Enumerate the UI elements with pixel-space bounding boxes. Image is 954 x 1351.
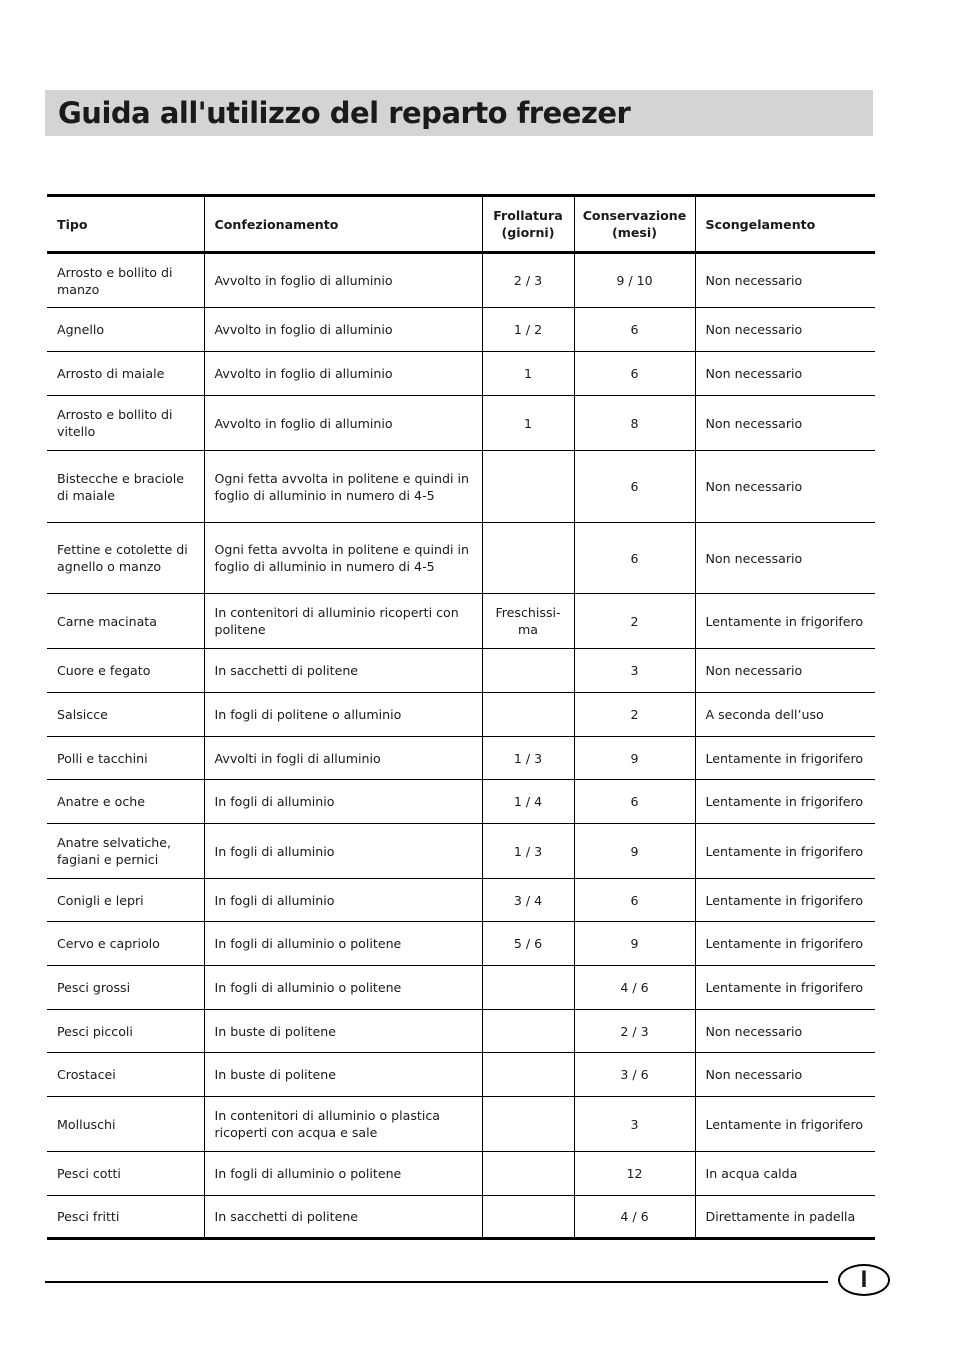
table-row — [47, 649, 875, 693]
cell-confezionamento: In contenitori di alluminio ricoperti con politene — [204, 594, 482, 649]
cell-confezionamento: Ogni fetta avvolta in politene e quindi in foglio di alluminio in numero di 4-5 — [204, 523, 482, 594]
cell-frollatura — [482, 1097, 574, 1152]
cell-confezionamento: In fogli di alluminio o politene — [204, 966, 482, 1010]
cell-confezionamento: Avvolto in foglio di alluminio — [204, 253, 482, 308]
cell-confezionamento: In contenitori di alluminio o plastica ricoperti con acqua e sale — [204, 1097, 482, 1152]
page-title: Guida all'utilizzo del reparto freezer — [58, 96, 631, 130]
cell-frollatura — [482, 966, 574, 1010]
cell-conservazione: 2 — [574, 594, 695, 649]
cell-tipo: Molluschi — [47, 1097, 204, 1152]
cell-tipo: Salsicce — [47, 693, 204, 737]
cell-confezionamento: In fogli di politene o alluminio — [204, 693, 482, 737]
table-row — [47, 1097, 875, 1152]
cell-confezionamento: Ogni fetta avvolta in politene e quindi in foglio di alluminio in numero di 4-5 — [204, 451, 482, 523]
cell-confezionamento: In fogli di alluminio o politene — [204, 1152, 482, 1196]
table-row — [47, 523, 875, 594]
cell-confezionamento: In fogli di alluminio — [204, 824, 482, 879]
cell-confezionamento: Avvolto in foglio di alluminio — [204, 396, 482, 451]
table-row — [47, 308, 875, 352]
table-body — [47, 253, 875, 1239]
cell-scongelamento: Non necessario — [695, 649, 875, 693]
cell-frollatura: 1 / 3 — [482, 737, 574, 780]
cell-frollatura: 5 / 6 — [482, 922, 574, 966]
cell-confezionamento: Avvolti in fogli di alluminio — [204, 737, 482, 780]
cell-scongelamento: Non necessario — [695, 1053, 875, 1097]
cell-scongelamento: Lentamente in frigorifero — [695, 737, 875, 780]
cell-confezionamento: In buste di politene — [204, 1053, 482, 1097]
cell-frollatura — [482, 649, 574, 693]
freezer-guide-table — [47, 194, 875, 1240]
cell-conservazione: 12 — [574, 1152, 695, 1196]
cell-frollatura — [482, 1053, 574, 1097]
cell-tipo: Bistecche e braciole di maiale — [47, 451, 204, 523]
title-bar — [45, 90, 873, 136]
cell-confezionamento: In fogli di alluminio — [204, 780, 482, 824]
cell-frollatura — [482, 523, 574, 594]
cell-frollatura: 1 — [482, 396, 574, 451]
footer-rule — [45, 1281, 828, 1283]
table-row — [47, 396, 875, 451]
cell-tipo: Pesci grossi — [47, 966, 204, 1010]
header-tipo: Tipo — [47, 196, 204, 253]
header-conservazione: Conservazione (mesi) — [574, 196, 695, 253]
cell-confezionamento: In sacchetti di politene — [204, 1196, 482, 1239]
cell-scongelamento: Non necessario — [695, 352, 875, 396]
cell-tipo: Anatre selvatiche, fagiani e pernici — [47, 824, 204, 879]
cell-conservazione: 4 / 6 — [574, 966, 695, 1010]
table-row — [47, 693, 875, 737]
cell-tipo: Cervo e capriolo — [47, 922, 204, 966]
cell-frollatura — [482, 693, 574, 737]
cell-conservazione: 6 — [574, 352, 695, 396]
table-row — [47, 594, 875, 649]
cell-scongelamento: Direttamente in padella — [705, 1209, 856, 1224]
cell-confezionamento: In fogli di alluminio o politene — [204, 922, 482, 966]
cell-conservazione: 4 / 6 — [574, 1196, 695, 1239]
cell-tipo: Polli e tacchini — [47, 737, 204, 780]
table-row — [47, 824, 875, 879]
cell-conservazione: 8 — [574, 396, 695, 451]
cell-tipo: Cuore e fegato — [47, 649, 204, 693]
cell-frollatura: 1 / 3 — [482, 824, 574, 879]
table-row — [47, 922, 875, 966]
cell-confezionamento: In fogli di alluminio — [204, 879, 482, 922]
cell-conservazione: 9 — [574, 737, 695, 780]
cell-conservazione: 6 — [574, 780, 695, 824]
table-row — [47, 352, 875, 396]
cell-tipo: Pesci cotti — [47, 1152, 204, 1196]
cell-frollatura: 1 / 2 — [482, 308, 574, 352]
table-row — [47, 1152, 875, 1196]
cell-frollatura — [482, 1152, 574, 1196]
cell-frollatura — [482, 451, 574, 523]
cell-scongelamento: A seconda dell’uso — [695, 693, 875, 737]
header-frollatura: Frollatura (giorni) — [482, 196, 574, 253]
header-scongelamento: Scongelamento — [695, 196, 875, 253]
cell-confezionamento: In sacchetti di politene — [204, 649, 482, 693]
header-confezionamento: Confezionamento — [204, 196, 482, 253]
cell-tipo: Agnello — [47, 308, 204, 352]
cell-frollatura — [482, 1010, 574, 1053]
cell-frollatura: Freschissi- ma — [482, 594, 574, 649]
cell-tipo: Conigli e lepri — [47, 879, 204, 922]
cell-scongelamento: Lentamente in frigorifero — [695, 824, 875, 879]
cell-scongelamento: Non necessario — [695, 308, 875, 352]
cell-scongelamento: Non necessario — [695, 253, 875, 308]
cell-confezionamento: Avvolto in foglio di alluminio — [204, 352, 482, 396]
cell-frollatura: 3 / 4 — [482, 879, 574, 922]
cell-frollatura: 2 / 3 — [482, 253, 574, 308]
cell-scongelamento: Lentamente in frigorifero — [695, 966, 875, 1010]
cell-conservazione: 9 / 10 — [574, 253, 695, 308]
cell-frollatura: 1 — [482, 352, 574, 396]
table-row — [47, 780, 875, 824]
cell-conservazione: 3 — [574, 1097, 695, 1152]
cell-scongelamento: In acqua calda — [695, 1152, 875, 1196]
cell-conservazione: 6 — [574, 308, 695, 352]
cell-scongelamento: Lentamente in frigorifero — [695, 922, 875, 966]
cell-scongelamento: Non necessario — [695, 396, 875, 451]
cell-frollatura — [482, 1196, 574, 1239]
table-row — [47, 737, 875, 780]
cell-scongelamento: Non necessario — [695, 451, 875, 523]
cell-frollatura: 1 / 4 — [482, 780, 574, 824]
cell-conservazione: 9 — [574, 824, 695, 879]
cell-scongelamento: Lentamente in frigorifero — [695, 1097, 875, 1152]
cell-tipo: Arrosto e bollito di manzo — [47, 253, 204, 308]
cell-conservazione: 9 — [574, 922, 695, 966]
cell-conservazione: 3 — [574, 649, 695, 693]
cell-tipo: Carne macinata — [47, 594, 204, 649]
cell-scongelamento: Non necessario — [695, 1010, 875, 1053]
table-row — [47, 966, 875, 1010]
table-row — [47, 1196, 875, 1239]
cell-scongelamento: Non necessario — [695, 523, 875, 594]
cell-conservazione: 6 — [574, 523, 695, 594]
cell-confezionamento: In buste di politene — [204, 1010, 482, 1053]
cell-conservazione: 6 — [574, 451, 695, 523]
table-row — [47, 253, 875, 308]
table-row — [47, 1053, 875, 1097]
cell-confezionamento: Avvolto in foglio di alluminio — [204, 308, 482, 352]
language-page-badge: I — [838, 1264, 890, 1296]
cell-conservazione: 2 — [574, 693, 695, 737]
cell-tipo: Pesci piccoli — [47, 1010, 204, 1053]
cell-tipo: Fettine e cotolette di agnello o manzo — [47, 523, 204, 594]
table-row — [47, 879, 875, 922]
cell-scongelamento: Lentamente in frigorifero — [695, 594, 875, 649]
cell-tipo: Pesci fritti — [47, 1196, 204, 1239]
cell-scongelamento: Lentamente in frigorifero — [695, 780, 875, 824]
cell-tipo: Arrosto e bollito di vitello — [47, 396, 204, 451]
cell-tipo: Anatre e oche — [47, 780, 204, 824]
cell-tipo: Arrosto di maiale — [47, 352, 204, 396]
cell-scongelamento: Lentamente in frigorifero — [695, 879, 875, 922]
cell-tipo: Crostacei — [47, 1053, 204, 1097]
table-row — [47, 1010, 875, 1053]
table-row — [47, 451, 875, 523]
cell-conservazione: 6 — [574, 879, 695, 922]
table-header-row — [47, 196, 875, 253]
cell-conservazione: 3 / 6 — [574, 1053, 695, 1097]
cell-conservazione: 2 / 3 — [574, 1010, 695, 1053]
